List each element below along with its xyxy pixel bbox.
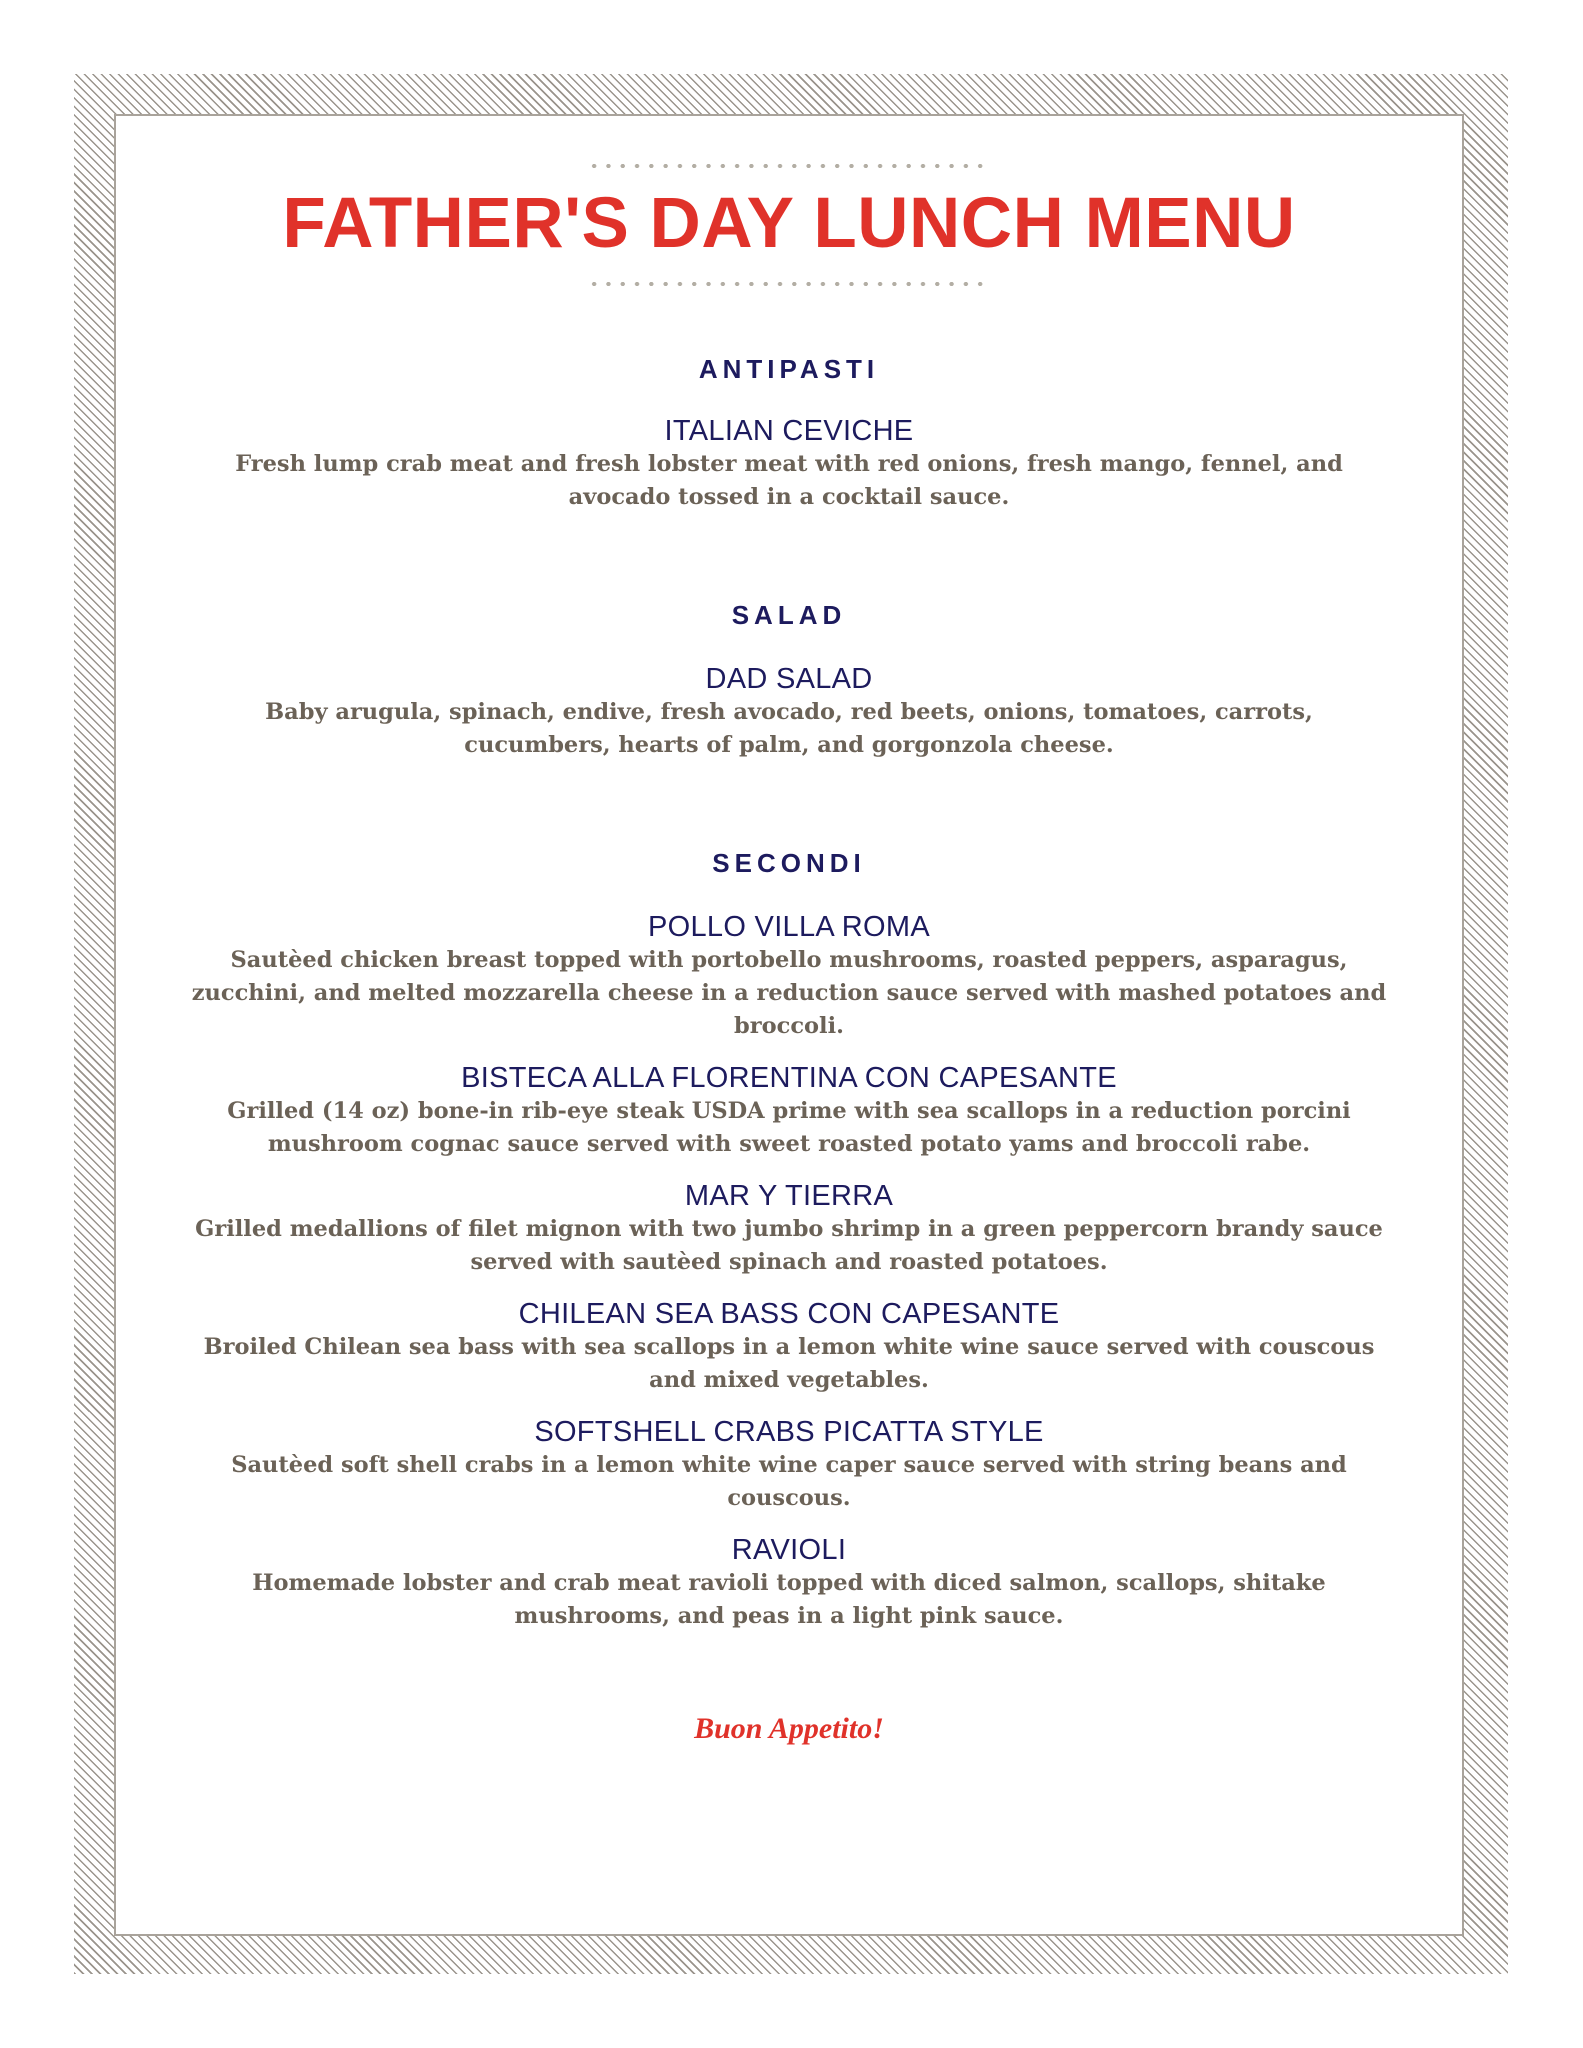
dish-description: Grilled medallions of filet mignon with two jumbo shrimp in a green peppercorn brandy sauce served with sautèed spinach and roasted potatoes.: [195, 1216, 1383, 1275]
dish-item: [116, 662, 1462, 762]
title-dotted-divider-bottom: [587, 282, 991, 286]
dish-description: Homemade lobster and crab meat ravioli topped with diced salmon, scallops, shitake mushrooms, and peas in a light pink sauce.: [252, 1570, 1326, 1629]
menu-content: [116, 116, 1462, 1747]
dish-name: CHILEAN SEA BASS CON CAPESANTE: [518, 1298, 1060, 1330]
dish-name: MAR Y TIERRA: [684, 1180, 894, 1212]
section-title: SECONDI: [712, 848, 866, 878]
dish-name: POLLO VILLA ROMA: [647, 911, 931, 943]
dish-name: ITALIAN CEVICHE: [664, 415, 914, 447]
section-title: SALAD: [731, 600, 847, 630]
dish-item: [116, 910, 1462, 1043]
dish-item: [116, 1061, 1462, 1161]
dish-item: [116, 414, 1462, 514]
closing-message: Buon Appetito!: [694, 1712, 884, 1745]
dish-item: [116, 1179, 1462, 1279]
dish-item: [116, 1415, 1462, 1515]
dish-name: RAVIOLI: [731, 1534, 847, 1566]
dish-name: SOFTSHELL CRABS PICATTA STYLE: [534, 1416, 1044, 1448]
section-title: ANTIPASTI: [698, 354, 880, 384]
dish-description: Sautèed chicken breast topped with portobello mushrooms, roasted peppers, asparagus, zucchini, and melted mozzarella cheese in a reduction sauce served with mashed potatoes and broccoli.: [191, 947, 1387, 1039]
title-dotted-divider-top: [587, 164, 991, 168]
dish-description: Baby arugula, spinach, endive, fresh avocado, red beets, onions, tomatoes, carrots, cucumbers, hearts of palm, and gorgonzola cheese.: [265, 699, 1313, 758]
dish-name: DAD SALAD: [705, 663, 873, 695]
section-secondi: [116, 848, 1462, 1633]
dish-item: [116, 1533, 1462, 1633]
section-antipasti: [116, 354, 1462, 514]
section-salad: [116, 600, 1462, 762]
dish-description: Broiled Chilean sea bass with sea scallops in a lemon white wine sauce served with couscous and mixed vegetables.: [203, 1334, 1375, 1393]
menu-card: [114, 114, 1464, 1936]
menu-title: FATHER'S DAY LUNCH MENU: [282, 184, 1296, 263]
dish-item: [116, 1297, 1462, 1397]
dish-description: Fresh lump crab meat and fresh lobster meat with red onions, fresh mango, fennel, and avocado tossed in a cocktail sauce.: [235, 451, 1343, 510]
dish-description: Sautèed soft shell crabs in a lemon white wine caper sauce served with string beans and couscous.: [231, 1452, 1347, 1511]
dish-description: Grilled (14 oz) bone-in rib-eye steak USDA prime with sea scallops in a reduction porcini mushroom cognac sauce served with sweet roasted potato yams and broccoli rabe.: [227, 1098, 1351, 1157]
dish-name: BISTECA ALLA FLORENTINA CON CAPESANTE: [461, 1062, 1117, 1094]
